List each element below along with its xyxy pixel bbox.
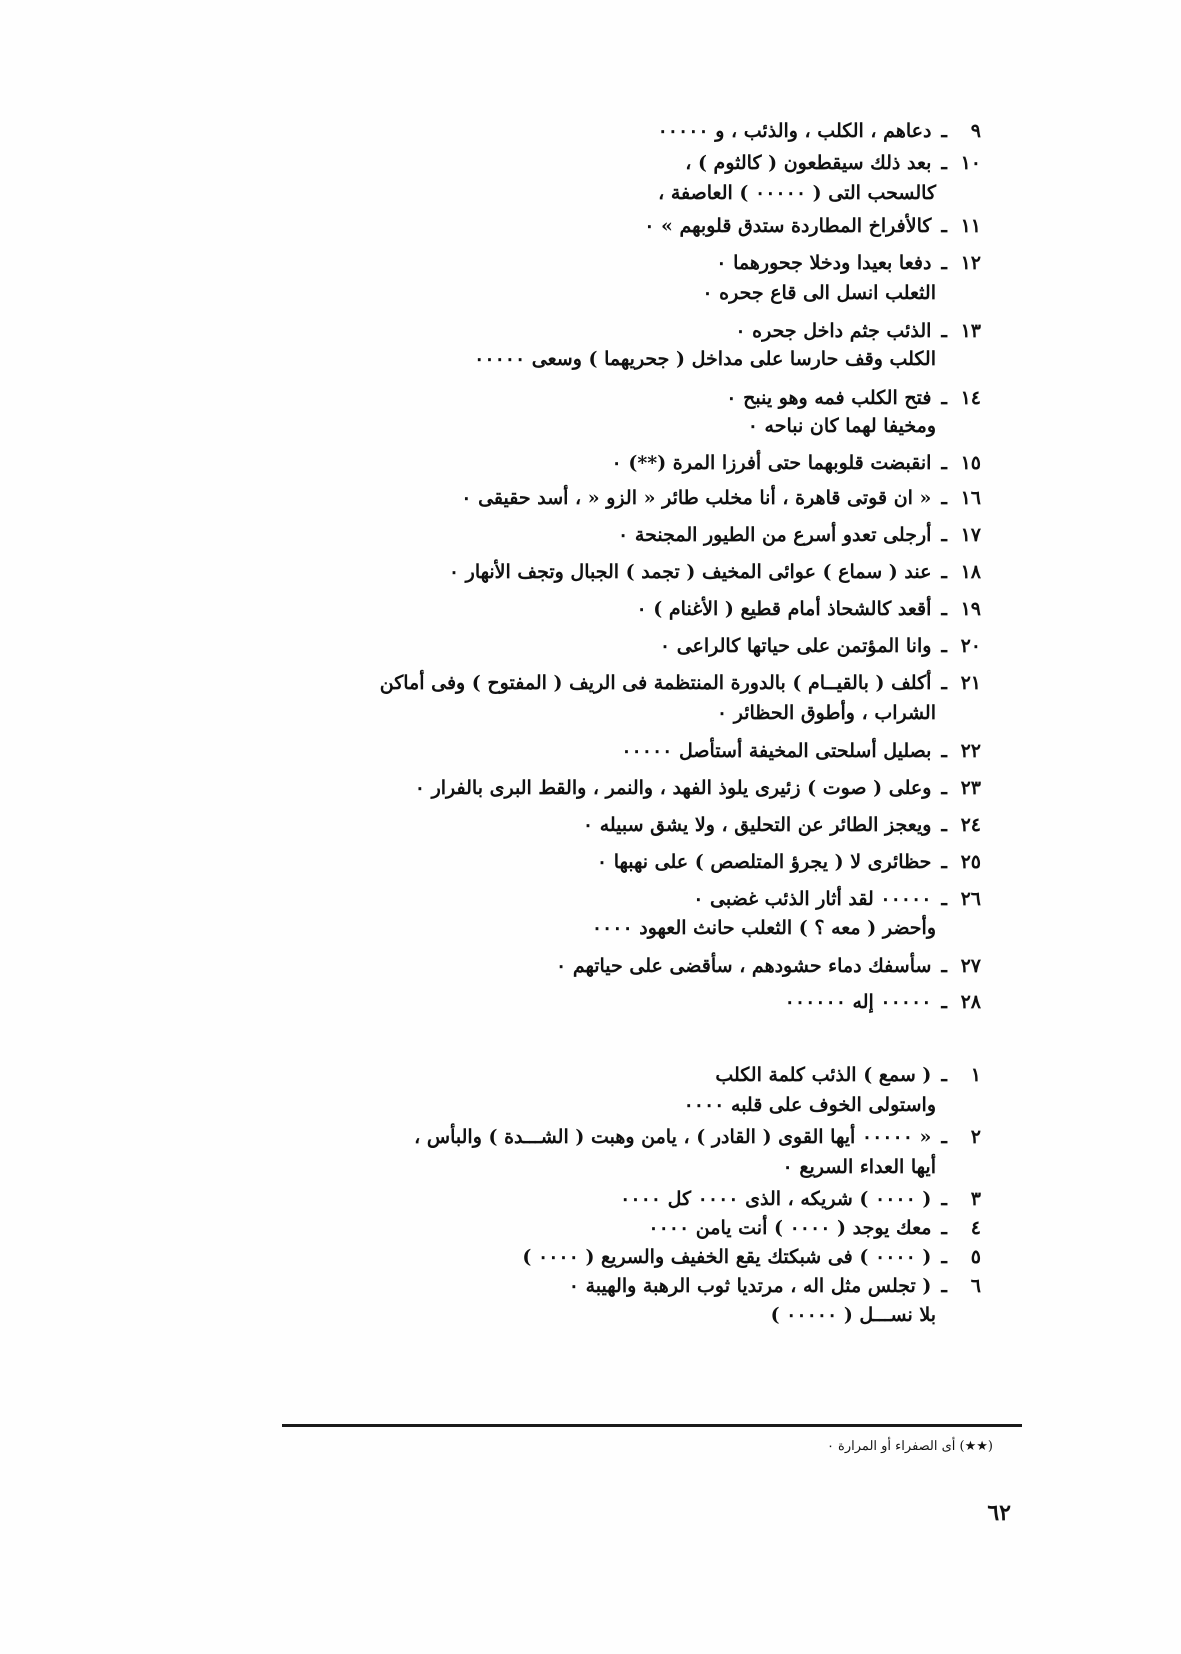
list-item: [644, 213, 981, 239]
list-item: [597, 849, 981, 875]
item-dash: ـ: [941, 320, 947, 342]
item-continuation: كالسحب التى ( ٠٠٠٠٠ ) العاصفة ،: [658, 182, 936, 204]
item-dash: ـ: [941, 672, 947, 694]
item-number: ١٠: [960, 152, 981, 174]
item-dash: ـ: [941, 120, 947, 142]
item-dash: ـ: [941, 1217, 947, 1239]
footnote: (★★) أى الصفراء أو المرارة ٠: [826, 1439, 993, 1454]
list-item: [415, 775, 981, 801]
item-continuation: بلا نســـل ( ٠٠٠٠٠ ): [770, 1304, 936, 1326]
list-item: [785, 989, 981, 1015]
item-text: كالأفراخ المطاردة ستدق قلوبهم » ٠: [644, 215, 932, 237]
item-dash: ـ: [941, 888, 947, 910]
page-number: ٦٢: [987, 1500, 1011, 1526]
item-number: ٢٧: [960, 955, 981, 977]
item-continuation: وأحضر ( معه ؟ ) الثعلب حانث العهود ٠٠٠٠: [591, 917, 936, 939]
item-dash: ـ: [941, 452, 947, 474]
item-text: « ان قوتى قاهرة ، أنا مخلب طائر « الزو « ، أسد حقيقى ٠: [461, 487, 932, 509]
item-number: ٣: [970, 1188, 981, 1210]
list-item: [556, 953, 981, 979]
item-dash: ـ: [941, 1246, 947, 1268]
list-item: [583, 812, 981, 838]
item-text: وعلى ( صوت ) زئيرى يلوذ الفهد ، والنمر ، والقط البرى بالفرار ٠: [414, 777, 932, 799]
item-dash: ـ: [941, 1064, 947, 1086]
list-item: [449, 559, 981, 585]
item-text: حظائرى لا ( يجرؤ المتلصص ) على نهبها ٠: [596, 851, 932, 873]
item-number: ٢: [970, 1126, 981, 1148]
item-dash: ـ: [941, 487, 947, 509]
list-item: [648, 1215, 981, 1241]
item-number: ٢١: [960, 672, 981, 694]
list-item: [522, 1244, 981, 1270]
item-dash: ـ: [941, 814, 947, 836]
item-dash: ـ: [941, 1275, 947, 1297]
item-dash: ـ: [941, 1126, 947, 1148]
item-continuation: الكلب وقف حارسا على مداخل ( جحريهما ) وسعى ٠٠٠٠٠: [474, 348, 936, 370]
list-item: [716, 250, 981, 276]
item-number: ٥: [970, 1246, 981, 1268]
item-text: سأسفك دماء حشودهم ، سأقضى على حياتهم ٠: [555, 955, 932, 977]
item-number: ٢٨: [960, 991, 981, 1013]
list-item: [660, 633, 981, 659]
item-continuation: واستولى الخوف على قلبه ٠٠٠٠: [683, 1094, 936, 1116]
item-dash: ـ: [941, 152, 947, 174]
item-dash: ـ: [941, 215, 947, 237]
item-dash: ـ: [941, 1188, 947, 1210]
list-item: [715, 1062, 981, 1088]
item-text: ( سمع ) الذئب كلمة الكلب: [715, 1064, 932, 1086]
item-text: انقبضت قلوبهما حتى أفرزا المرة (**) ٠: [611, 452, 932, 474]
item-number: ١٧: [960, 524, 981, 546]
list-item: [693, 886, 981, 912]
item-dash: ـ: [941, 635, 947, 657]
item-text: أكلف ( بالقيــام ) بالدورة المنتظمة فى الريف ( المفتوح ) وفى أماكن: [379, 672, 932, 694]
item-number: ١١: [960, 215, 981, 237]
list-item: [621, 738, 981, 764]
item-dash: ـ: [941, 740, 947, 762]
item-dash: ـ: [941, 561, 947, 583]
item-dash: ـ: [941, 955, 947, 977]
list-item: [658, 118, 981, 144]
item-continuation: الشراب ، وأطوق الحظائر ٠: [716, 702, 936, 724]
list-item: [726, 385, 981, 411]
item-number: ١٤: [960, 387, 981, 409]
item-dash: ـ: [941, 991, 947, 1013]
list-item: [380, 670, 981, 696]
list-item: [620, 1186, 981, 1212]
item-text: « ٠٠٠٠٠ أيها القوى ( القادر ) ، يامن وهبت ( الشـــدة ) والبأس ،: [414, 1126, 932, 1148]
item-number: ٩: [970, 120, 981, 142]
item-text: ( تجلس مثل اله ، مرتديا ثوب الرهبة والهيبة ٠: [568, 1275, 932, 1297]
item-number: ٢٣: [960, 777, 981, 799]
item-number: ١٦: [960, 487, 981, 509]
item-dash: ـ: [941, 851, 947, 873]
footnote-divider: [282, 1424, 1022, 1427]
item-dash: ـ: [941, 252, 947, 274]
list-item: [618, 522, 981, 548]
item-continuation: أيها العداء السريع ٠: [782, 1156, 936, 1178]
item-number: ١٣: [960, 320, 981, 342]
item-number: ١٢: [960, 252, 981, 274]
item-number: ٢٦: [960, 888, 981, 910]
item-number: ١٩: [960, 598, 981, 620]
item-continuation: ومخيفا لهما كان نباحه ٠: [747, 415, 936, 437]
item-continuation: الثعلب انسل الى قاع جحره ٠: [702, 282, 936, 304]
item-text: ويعجز الطائر عن التحليق ، ولا يشق سبيله ٠: [582, 814, 932, 836]
item-number: ٦: [970, 1275, 981, 1297]
list-item: [414, 1124, 981, 1150]
list-item: [612, 450, 982, 476]
list-item: [569, 1273, 981, 1299]
item-number: ٢٥: [960, 851, 981, 873]
item-number: ٢٤: [960, 814, 981, 836]
item-number: ١٨: [960, 561, 981, 583]
item-number: ٢٢: [960, 740, 981, 762]
item-text: أقعد كالشحاذ أمام قطيع ( الأغنام ) ٠: [636, 598, 932, 620]
item-number: ١: [970, 1064, 981, 1086]
item-number: ٢٠: [960, 635, 981, 657]
list-item: [735, 318, 981, 344]
item-text: ( ٠٠٠٠ ) فى شبكتك يقع الخفيف والسريع ( ٠٠٠٠ ): [522, 1246, 932, 1268]
list-item: [685, 150, 981, 176]
item-text: الذئب جثم داخل جحره ٠: [735, 320, 932, 342]
item-number: ١٥: [960, 452, 981, 474]
item-text: معك يوجد ( ٠٠٠٠ ) أنت يامن ٠٠٠٠: [648, 1217, 932, 1239]
item-text: ٠٠٠٠٠ إله ٠٠٠٠٠٠: [784, 991, 932, 1013]
item-dash: ـ: [941, 598, 947, 620]
item-text: ( ٠٠٠٠ ) شريكه ، الذى ٠٠٠٠ كل ٠٠٠٠: [620, 1188, 932, 1210]
item-number: ٤: [970, 1217, 981, 1239]
item-text: عند ( سماع ) عوائى المخيف ( تجمد ) الجبال وتجف الأنهار ٠: [448, 561, 932, 583]
item-text: وانا المؤتمن على حياتها كالراعى ٠: [659, 635, 932, 657]
item-text: دعاهم ، الكلب ، والذئب ، و ٠٠٠٠٠: [657, 120, 932, 142]
item-dash: ـ: [941, 387, 947, 409]
item-text: ٠٠٠٠٠ لقد أثار الذئب غضبى ٠: [693, 888, 932, 910]
item-dash: ـ: [941, 777, 947, 799]
list-item: [636, 596, 981, 622]
item-dash: ـ: [941, 524, 947, 546]
item-text: أرجلى تعدو أسرع من الطيور المجنحة ٠: [618, 524, 932, 546]
item-text: فتح الكلب فمه وهو ينبح ٠: [726, 387, 932, 409]
list-item: [461, 485, 981, 511]
item-text: بعد ذلك سيقطعون ( كالثوم ) ،: [685, 152, 932, 174]
item-text: دفعا بعيدا ودخلا جحورهما ٠: [716, 252, 932, 274]
item-text: بصليل أسلحتى المخيفة أستأصل ٠٠٠٠٠: [621, 740, 932, 762]
